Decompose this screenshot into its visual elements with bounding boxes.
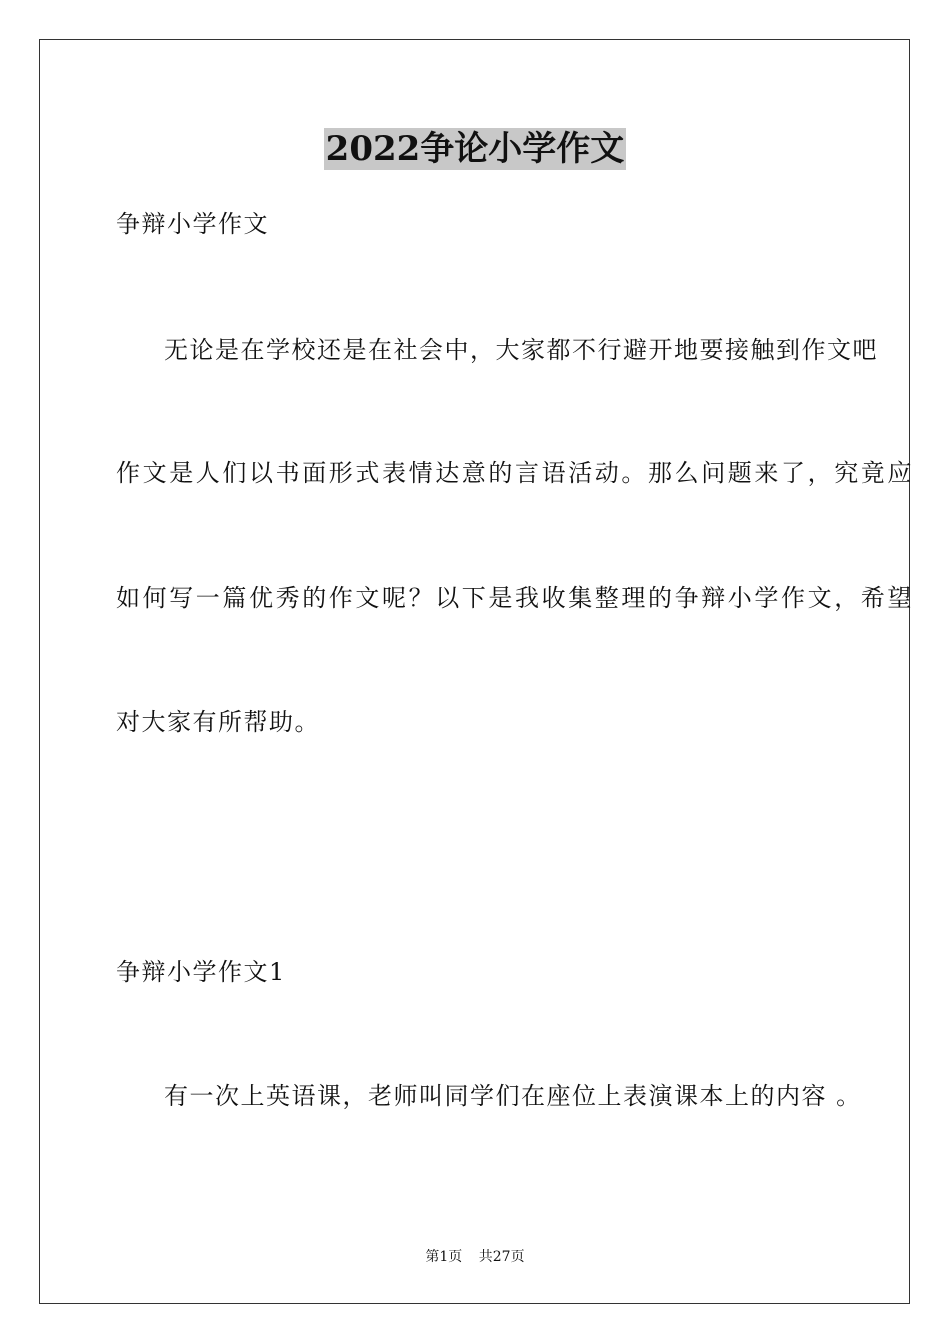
paragraph-line: 如何写一篇优秀的作文呢？以下是我收集整理的争辩小学作文，希望: [116, 584, 914, 612]
subtitle: 争辩小学作文: [116, 210, 269, 238]
page-total: 共27页: [478, 1249, 525, 1265]
paragraph-line: 对大家有所帮助。: [116, 708, 320, 736]
paragraph-line: 有一次上英语课，老师叫同学们在座位上表演课本上的内容 。: [164, 1082, 862, 1110]
page-footer: [0, 1247, 950, 1267]
paragraph-line: 作文是人们以书面形式表情达意的言语活动。那么问题来了，究竟应: [116, 459, 914, 487]
paragraph-line: 无论是在学校还是在社会中，大家都不行避开地要接触到作文吧: [164, 336, 878, 364]
section-heading: 争辩小学作文1: [116, 958, 286, 986]
page-number: 第1页: [425, 1249, 463, 1265]
document-title: 2022争论小学作文: [325, 129, 625, 169]
title-container: [0, 128, 950, 170]
